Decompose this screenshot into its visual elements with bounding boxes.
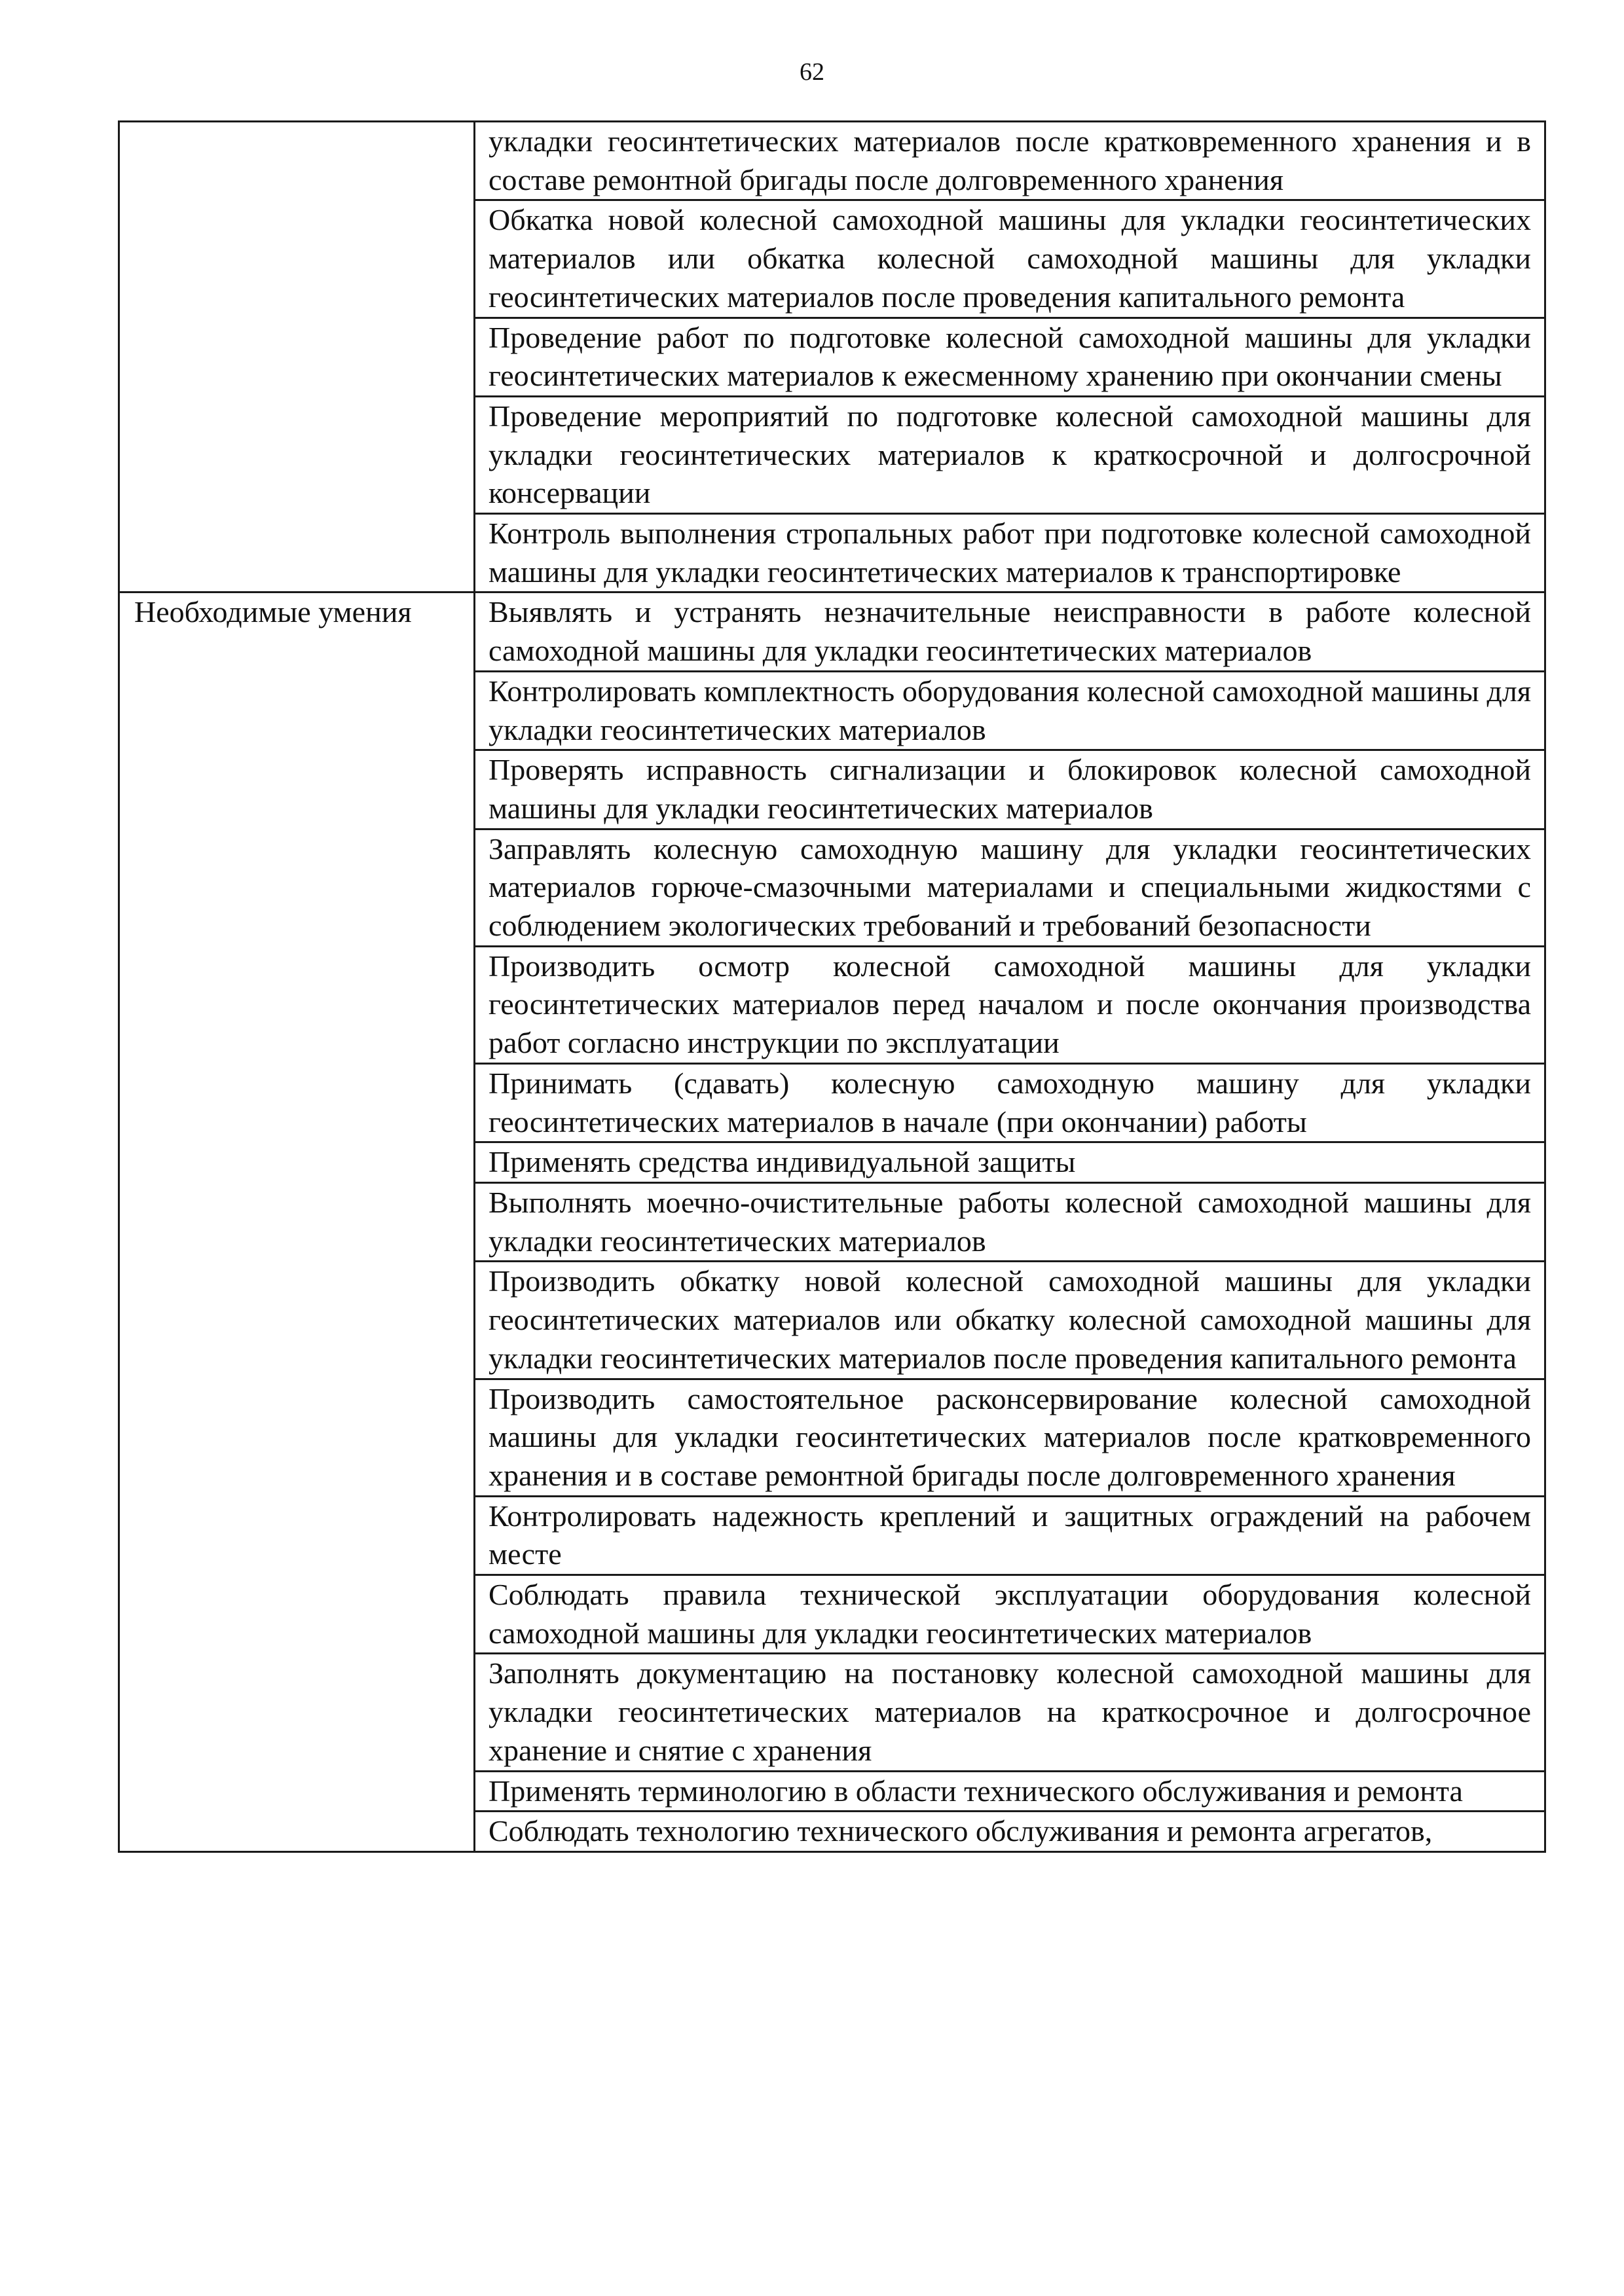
empty-label-cell [119,1142,475,1183]
table-cell: Соблюдать технологию технического обслуживания и ремонта агрегатов, [475,1812,1545,1852]
table-cell: Производить обкатку новой колесной самоходной машины для укладки геосинтетических материалов или обкатку колесной самоходной машины для укладки геосинтетических материалов после проведения капитального ремонта [475,1262,1545,1379]
empty-label-cell [119,1262,475,1379]
table-row [119,592,1545,671]
empty-label-cell [119,514,475,592]
empty-label-cell [119,671,475,750]
empty-label-cell [119,750,475,829]
table-row [119,1379,1545,1496]
empty-label-cell [119,1496,475,1575]
table-cell: Заполнять документацию на постановку колесной самоходной машины для укладки геосинтетических материалов на краткосрочное и долгосрочное хранение и снятие с хранения [475,1654,1545,1771]
skills-label: Необходимые умения [119,592,475,671]
table-row [119,1654,1545,1771]
empty-label-cell [119,1379,475,1496]
table-cell: Заправлять колесную самоходную машину для укладки геосинтетических материалов горюче-смазочными материалами и специальными жидкостями с соблюдением экологических требований и требований безопасности [475,829,1545,946]
empty-label-cell [119,1771,475,1812]
table-cell: Проверять исправность сигнализации и блокировок колесной самоходной машины для укладки геосинтетических материалов [475,750,1545,829]
empty-label-cell [119,1654,475,1771]
table-cell: Контролировать надежность креплений и защитных ограждений на рабочем месте [475,1496,1545,1575]
table-row [119,1182,1545,1261]
table-row [119,122,1545,200]
table-row [119,1063,1545,1142]
table-cell: Контролировать комплектность оборудования колесной самоходной машины для укладки геосинтетических материалов [475,671,1545,750]
empty-label-cell [119,396,475,513]
empty-label-cell [119,829,475,946]
table-cell: Выполнять моечно-очистительные работы колесной самоходной машины для укладки геосинтетических материалов [475,1182,1545,1261]
table-row [119,829,1545,946]
empty-label-cell [119,1812,475,1852]
page-number: 62 [800,58,824,86]
empty-label-cell [119,318,475,396]
table-row [119,1812,1545,1852]
table-cell: Производить осмотр колесной самоходной машины для укладки геосинтетических материалов перед началом и после окончания производства работ согласно инструкции по эксплуатации [475,946,1545,1063]
table-cell: Принимать (сдавать) колесную самоходную машину для укладки геосинтетических материалов в начале (при окончании) работы [475,1063,1545,1142]
empty-label-cell [119,122,475,200]
table-cell: Проведение работ по подготовке колесной самоходной машины для укладки геосинтетических материалов к ежесменному хранению при окончании смены [475,318,1545,396]
table-row [119,200,1545,318]
table-row [119,514,1545,592]
empty-label-cell [119,200,475,318]
table-row [119,1262,1545,1379]
table-cell: Выявлять и устранять незначительные неисправности в работе колесной самоходной машины для укладки геосинтетических материалов [475,592,1545,671]
table-cell: Контроль выполнения стропальных работ при подготовке колесной самоходной машины для укладки геосинтетических материалов к транспортировке [475,514,1545,592]
table-row [119,750,1545,829]
table-cell: Проведение мероприятий по подготовке колесной самоходной машины для укладки геосинтетических материалов к краткосрочной и долгосрочной консервации [475,396,1545,513]
competency-table [118,120,1546,1853]
table-cell: Производить самостоятельное расконсервирование колесной самоходной машины для укладки геосинтетических материалов после кратковременного хранения и в составе ремонтной бригады после долговременного хранения [475,1379,1545,1496]
table-cell: Соблюдать правила технической эксплуатации оборудования колесной самоходной машины для укладки геосинтетических материалов [475,1575,1545,1654]
table-cell: Применять средства индивидуальной защиты [475,1142,1545,1183]
empty-label-cell [119,1063,475,1142]
table-row [119,1575,1545,1654]
empty-label-cell [119,946,475,1063]
table-row [119,1771,1545,1812]
table-cell: укладки геосинтетических материалов после кратковременного хранения и в составе ремонтной бригады после долговременного хранения [475,122,1545,200]
table-row [119,1496,1545,1575]
table-cell: Применять терминологию в области технического обслуживания и ремонта [475,1771,1545,1812]
empty-label-cell [119,1575,475,1654]
empty-label-cell [119,1182,475,1261]
table-row [119,396,1545,513]
table-cell: Обкатка новой колесной самоходной машины для укладки геосинтетических материалов или обкатка колесной самоходной машины для укладки геосинтетических материалов после проведения капитального ремонта [475,200,1545,318]
table-row [119,946,1545,1063]
table-row [119,318,1545,396]
table-row [119,1142,1545,1183]
table-row [119,671,1545,750]
